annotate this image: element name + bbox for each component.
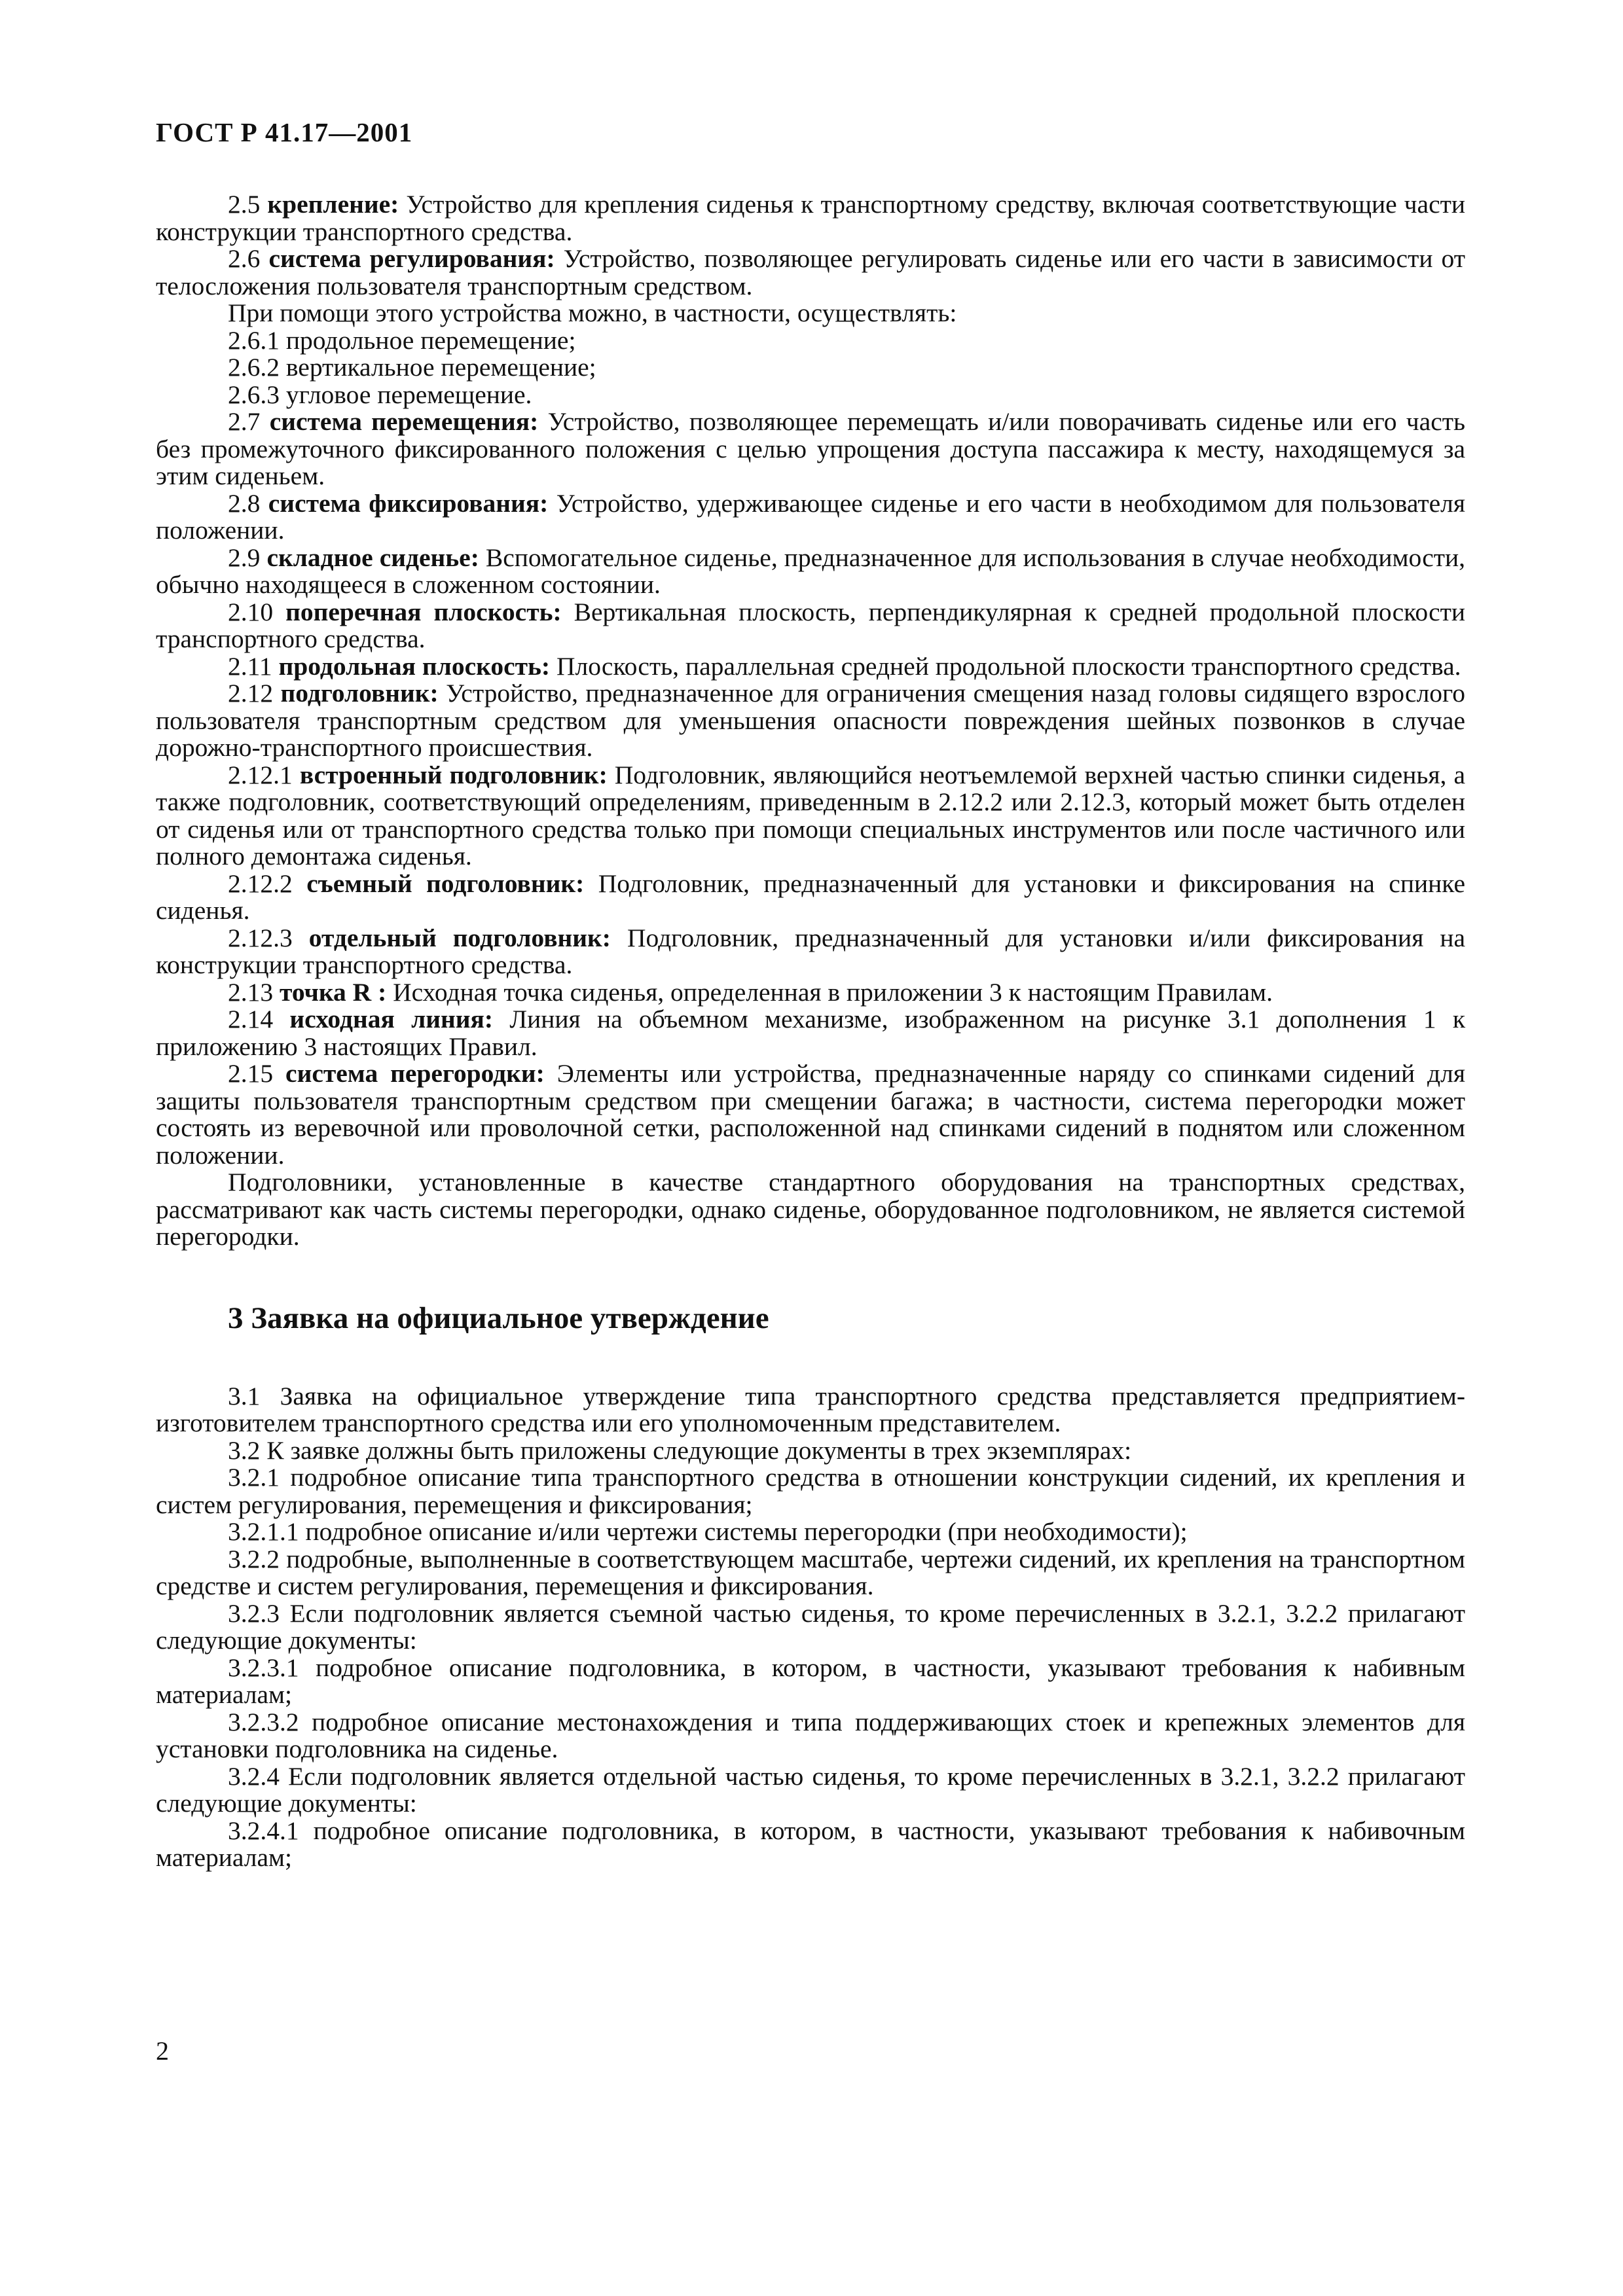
clause-number: 2.7 (228, 407, 261, 436)
paragraph (156, 1546, 1465, 1600)
clause-text: Подголовник, предназначенный для установки и фиксирования на спинке сиденья. (156, 869, 1465, 925)
clause-text: Линия на объемном механизме, изображенном на рисунке 3.1 дополнения 1 к приложению 3 настоящих Правил. (156, 1005, 1466, 1061)
clause-number: 2.5 (228, 190, 261, 219)
clause-number: 3.1 (228, 1381, 261, 1410)
paragraph (156, 1518, 1465, 1546)
paragraph (156, 1006, 1465, 1060)
clause-text: вертикальное перемещение; (280, 353, 596, 382)
defined-term: система фиксирования: (268, 488, 549, 518)
clause-text: Плоскость, параллельная средней продольной плоскости транспортного средства. (550, 651, 1461, 681)
defined-term: точка R : (280, 977, 387, 1007)
defined-term: крепление: (267, 190, 399, 219)
clause-number: 3.2.3.2 (228, 1707, 299, 1736)
document-body (156, 191, 1465, 1872)
clause-text: подробное описание типа транспортного средства в отношении конструкции сидений, их крепления и систем регулирования, перемещения и фиксирования; (156, 1463, 1465, 1519)
paragraph (156, 545, 1465, 599)
clause-text: Исходная точка сиденья, определенная в приложении 3 к настоящим Правилам. (386, 977, 1273, 1007)
clause-text: подробное описание подголовника, в котором, в частности, указывают требования к набивочным материалам; (156, 1816, 1465, 1872)
clause-text: Подголовник, являющийся неотъемлемой верхней частью спинки сиденья, а также подголовник, соответствующий определениям, приведенным в 2.12.2 или 2.12.3, который может быть отделен от сиденья или от транспортного средства только при помощи специальных инструментов или после частичного или полного демонтажа сиденья. (156, 760, 1465, 870)
clause-number: 2.6.1 (228, 325, 280, 355)
clause-number: 3.2.3 (228, 1598, 280, 1628)
paragraph (156, 327, 1465, 355)
paragraph (156, 1437, 1465, 1465)
paragraph (156, 762, 1465, 870)
clause-number: 2.12.1 (228, 760, 293, 789)
clause-number: 2.12.3 (228, 923, 293, 952)
paragraph (156, 300, 1465, 327)
clause-text: подробное описание и/или чертежи системы перегородки (при необходимости); (299, 1517, 1188, 1546)
clause-text: Устройство, позволяющее перемещать и/или поворачивать сиденье или его часть без промежуточного фиксированного положения с целью упрощения доступа пассажира к месту, находящемуся за этим сиденьем. (156, 407, 1466, 490)
clause-text: Подголовник, предназначенный для установки и/или фиксирования на конструкции транспортного средства. (156, 923, 1466, 979)
clause-text: продольное перемещение; (280, 325, 576, 355)
defined-term: исходная линия: (289, 1005, 494, 1033)
clause-text: Если подголовник является отдельной частью сиденья, то кроме перечисленных в 3.2.1, 3.2.2 прилагают следующие документы: (156, 1761, 1465, 1818)
clause-text: Элементы или устройства, предназначенные наряду со спинками сидений для защиты пользователя транспортным средством при смещении багажа; в частности, система перегородки может состоять из веревочной или проволочной сетки, расположенной над спинками сидений в поднятом или сложенном положении. (156, 1059, 1465, 1170)
clause-text: Устройство, позволяющее регулировать сиденье или его части в зависимости от телосложения пользователя транспортным средством. (156, 244, 1466, 300)
paragraph (156, 680, 1465, 762)
paragraph (156, 653, 1465, 681)
clause-number: 2.9 (228, 543, 261, 572)
clause-number: 2.10 (228, 597, 274, 626)
defined-term: отдельный подголовник: (308, 923, 611, 952)
clause-text: подробные, выполненные в соответствующем масштабе, чертежи сидений, их крепления на транспортном средстве и систем регулирования, перемещения и фиксирования. (156, 1544, 1465, 1600)
clause-number: 3.2.4 (228, 1761, 280, 1791)
paragraph (156, 599, 1465, 653)
paragraph (156, 490, 1465, 545)
paragraph (156, 1709, 1465, 1763)
defined-term: подголовник: (280, 679, 439, 708)
page-number: 2 (156, 2036, 169, 2066)
clause-number: 3.2.1.1 (228, 1517, 299, 1546)
clause-text: Подголовники, установленные в качестве стандартного оборудования на транспортных средствах, рассматривают как часть системы перегородки, однако сиденье, оборудованное подголовником, не является системой перегородки. (156, 1168, 1465, 1251)
clause-number: 3.2.3.1 (228, 1653, 299, 1682)
defined-term: поперечная плоскость: (285, 597, 562, 626)
clause-text: При помощи этого устройства можно, в частности, осуществлять: (228, 298, 957, 327)
paragraph (156, 354, 1465, 382)
paragraph (156, 408, 1465, 490)
clause-number: 3.2.1 (228, 1463, 280, 1492)
paragraph (156, 979, 1465, 1007)
defined-term: съемный подголовник: (306, 869, 585, 898)
clause-text: Вертикальная плоскость, перпендикулярная к средней продольной плоскости транспортного средства. (156, 597, 1466, 653)
paragraph (156, 1600, 1465, 1655)
clause-text: угловое перемещение. (280, 380, 532, 409)
paragraph (156, 870, 1465, 925)
clause-number: 2.15 (228, 1059, 274, 1088)
clause-number: 2.12 (228, 679, 274, 708)
defined-term: система регулирования: (268, 244, 555, 273)
clause-number: 2.6.2 (228, 353, 280, 382)
clause-text: Устройство для крепления сиденья к транспортному средству, включая соответствующие части конструкции транспортного средства. (156, 190, 1465, 246)
clause-text: Заявка на официальное утверждение типа транспортного средства представляется предприятием-изготовителем транспортного средства или его уполномоченным представителем. (156, 1381, 1465, 1437)
clause-text: Если подголовник является съемной частью сиденья, то кроме перечисленных в 3.2.1, 3.2.2 прилагают следующие документы: (156, 1598, 1465, 1655)
clause-number: 2.8 (228, 488, 261, 518)
defined-term: система перегородки: (285, 1059, 545, 1088)
document-number: ГОСТ Р 41.17—2001 (156, 117, 413, 147)
application-block (156, 1383, 1465, 1872)
paragraph (156, 382, 1465, 409)
paragraph (156, 245, 1465, 300)
clause-number: 3.2.2 (228, 1544, 280, 1573)
paragraph (156, 1060, 1465, 1169)
paragraph (156, 1818, 1465, 1872)
defined-term: встроенный подголовник: (299, 760, 608, 789)
paragraph (156, 1169, 1465, 1251)
section-title: 3 Заявка на официальное утверждение (228, 1300, 769, 1335)
clause-number: 2.11 (228, 651, 272, 681)
clause-number: 2.6.3 (228, 380, 280, 409)
paragraph (156, 1655, 1465, 1709)
clause-text: Устройство, предназначенное для ограничения смещения назад головы сидящего взрослого пользователя транспортным средством для уменьшения опасности повреждения шейных позвонков в случае дорожно-транспортного происшествия. (156, 679, 1465, 762)
paragraph (156, 1464, 1465, 1518)
clause-text: подробное описание подголовника, в котором, в частности, указывают требования к набивным материалам; (156, 1653, 1465, 1709)
paragraph (156, 191, 1465, 245)
paragraph (156, 1763, 1465, 1818)
paragraph (156, 925, 1465, 979)
definitions-block (156, 191, 1465, 1251)
defined-term: продольная плоскость: (278, 651, 551, 681)
clause-number: 3.2 (228, 1435, 261, 1465)
clause-text: Вспомогательное сиденье, предназначенное для использования в случае необходимости, обычно находящееся в сложенном состоянии. (156, 543, 1466, 599)
clause-text: Устройство, удерживающее сиденье и его части в необходимом для пользователя положении. (156, 488, 1466, 545)
clause-number: 2.6 (228, 244, 261, 273)
clause-number: 2.14 (228, 1005, 274, 1033)
defined-term: складное сиденье: (266, 543, 479, 572)
defined-term: система перемещения: (269, 407, 539, 436)
clause-number: 2.13 (228, 977, 274, 1007)
paragraph (156, 1383, 1465, 1437)
clause-number: 2.12.2 (228, 869, 293, 898)
clause-text: К заявке должны быть приложены следующие документы в трех экземплярах: (260, 1435, 1132, 1465)
clause-number: 3.2.4.1 (228, 1816, 299, 1845)
clause-text: подробное описание местонахождения и типа поддерживающих стоек и крепежных элементов для установки подголовника на сиденье. (156, 1707, 1465, 1763)
